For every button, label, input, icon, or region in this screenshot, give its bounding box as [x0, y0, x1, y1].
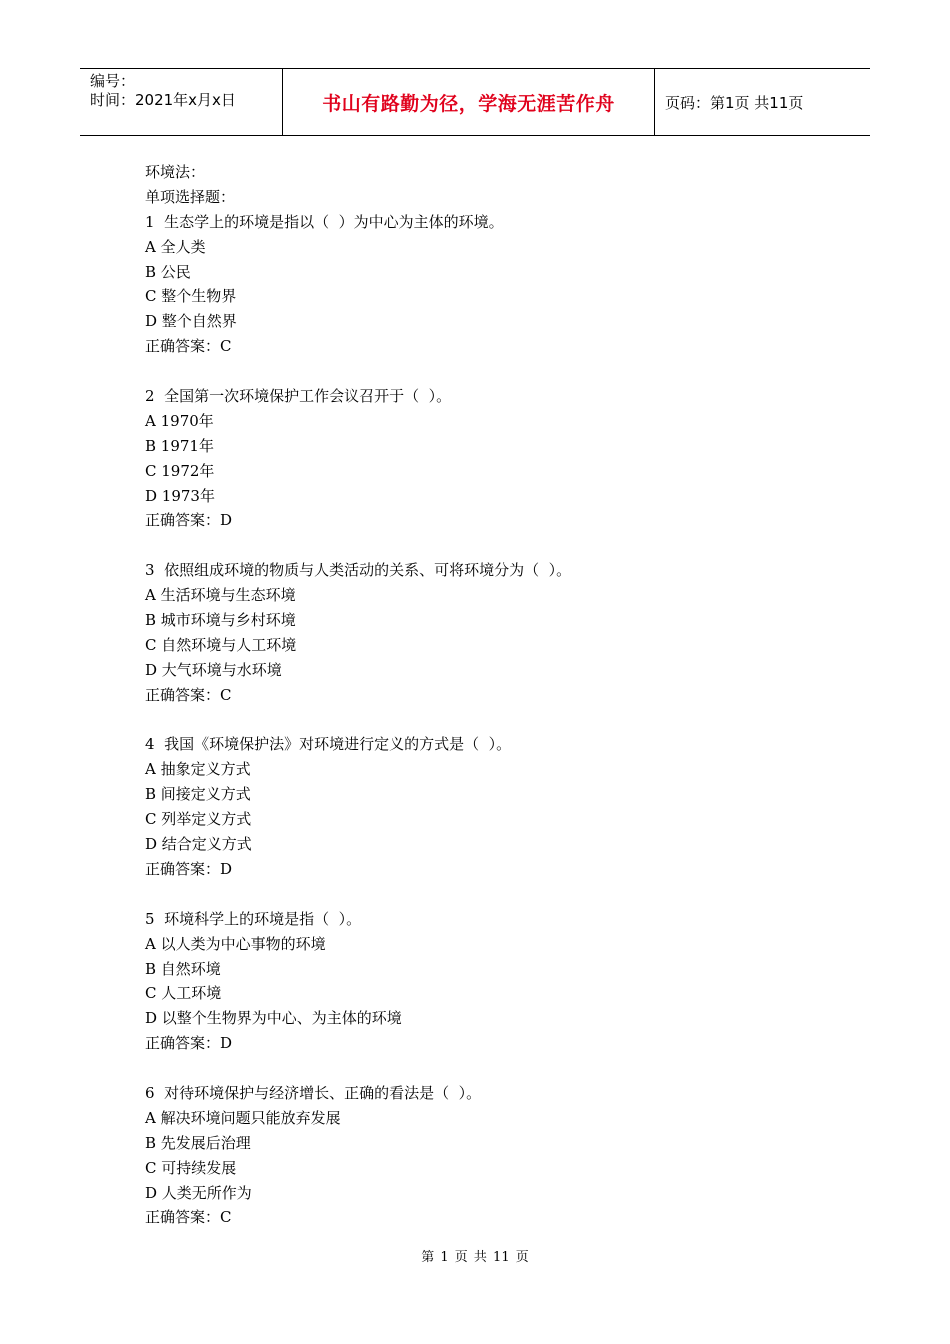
- question-option: D 1973年: [145, 486, 215, 505]
- question-option: C 自然环境与人工环境: [145, 635, 297, 654]
- correct-answer: 正确答案：C: [145, 337, 232, 356]
- question-option: C 1972年: [145, 461, 215, 480]
- question-option: D 整个自然界: [145, 312, 237, 331]
- question-text: 3 依照组成环境的物质与人类活动的关系、可将环境分为（ ）。: [145, 561, 572, 580]
- question-option: B 先发展后治理: [145, 1133, 251, 1152]
- page-header: [80, 68, 870, 136]
- correct-answer: 正确答案：D: [145, 511, 233, 530]
- question-spacer: [145, 359, 845, 384]
- question-option: B 间接定义方式: [145, 785, 251, 804]
- question-option: B 城市环境与乡村环境: [145, 611, 296, 630]
- question-spacer: [145, 1056, 845, 1081]
- question-option: D 结合定义方式: [145, 835, 252, 854]
- question-spacer: [145, 533, 845, 558]
- correct-answer: 正确答案：D: [145, 859, 233, 878]
- section-heading: 单项选择题：: [145, 187, 236, 206]
- page-footer: [0, 1246, 950, 1265]
- question-block: [145, 558, 845, 732]
- question-option: C 可持续发展: [145, 1158, 237, 1177]
- question-block: [145, 384, 845, 558]
- question-option: B 自然环境: [145, 959, 221, 978]
- question-option: A 以人类为中心事物的环境: [145, 934, 326, 953]
- document-title: 环境法：: [145, 163, 206, 181]
- question-text: 1 生态学上的环境是指以（ ）为中心为主体的环境。: [145, 212, 504, 231]
- question-option: C 列举定义方式: [145, 810, 252, 829]
- number-label: 编号：: [90, 72, 136, 90]
- question-option: D 人类无所作为: [145, 1183, 252, 1202]
- question-option: D 大气环境与水环境: [145, 660, 282, 679]
- correct-answer: 正确答案：D: [145, 1034, 233, 1053]
- motto-text: 书山有路勤为径，学海无涯苦作舟: [322, 92, 615, 115]
- header-page-info: [655, 69, 870, 135]
- question-block: [145, 1081, 845, 1230]
- question-option: B 公民: [145, 262, 191, 281]
- correct-answer: 正确答案：C: [145, 685, 232, 704]
- question-option: C 整个生物界: [145, 287, 237, 306]
- question-option: C 人工环境: [145, 984, 222, 1003]
- question-text: 6 对待环境保护与经济增长、正确的看法是（ ）。: [145, 1083, 482, 1102]
- question-text: 5 环境科学上的环境是指（ ）。: [145, 909, 362, 928]
- question-list: [145, 210, 845, 1231]
- question-text: 4 我国《环境保护法》对环境进行定义的方式是（ ）。: [145, 735, 512, 754]
- question-option: B 1971年: [145, 436, 214, 455]
- question-block: [145, 907, 845, 1081]
- question-spacer: [145, 708, 845, 733]
- time-label: 时间：2021年x月x日: [90, 91, 236, 109]
- question-block: [145, 210, 845, 384]
- header-meta: [80, 69, 282, 135]
- question-option: D 以整个生物界为中心、为主体的环境: [145, 1009, 402, 1028]
- correct-answer: 正确答案：C: [145, 1208, 232, 1227]
- question-option: A 抽象定义方式: [145, 760, 251, 779]
- question-block: [145, 732, 845, 906]
- question-option: A 全人类: [145, 237, 206, 256]
- question-option: A 生活环境与生态环境: [145, 586, 296, 605]
- document-body: [145, 160, 845, 1230]
- page-info-text: 页码：第1页 共11页: [665, 93, 804, 112]
- question-option: A 1970年: [145, 411, 214, 430]
- question-spacer: [145, 882, 845, 907]
- header-motto-cell: [282, 69, 655, 135]
- question-option: A 解决环境问题只能放弃发展: [145, 1108, 341, 1127]
- question-text: 2 全国第一次环境保护工作会议召开于（ ）。: [145, 387, 452, 406]
- footer-page-number: 第 1 页 共 11 页: [421, 1250, 529, 1265]
